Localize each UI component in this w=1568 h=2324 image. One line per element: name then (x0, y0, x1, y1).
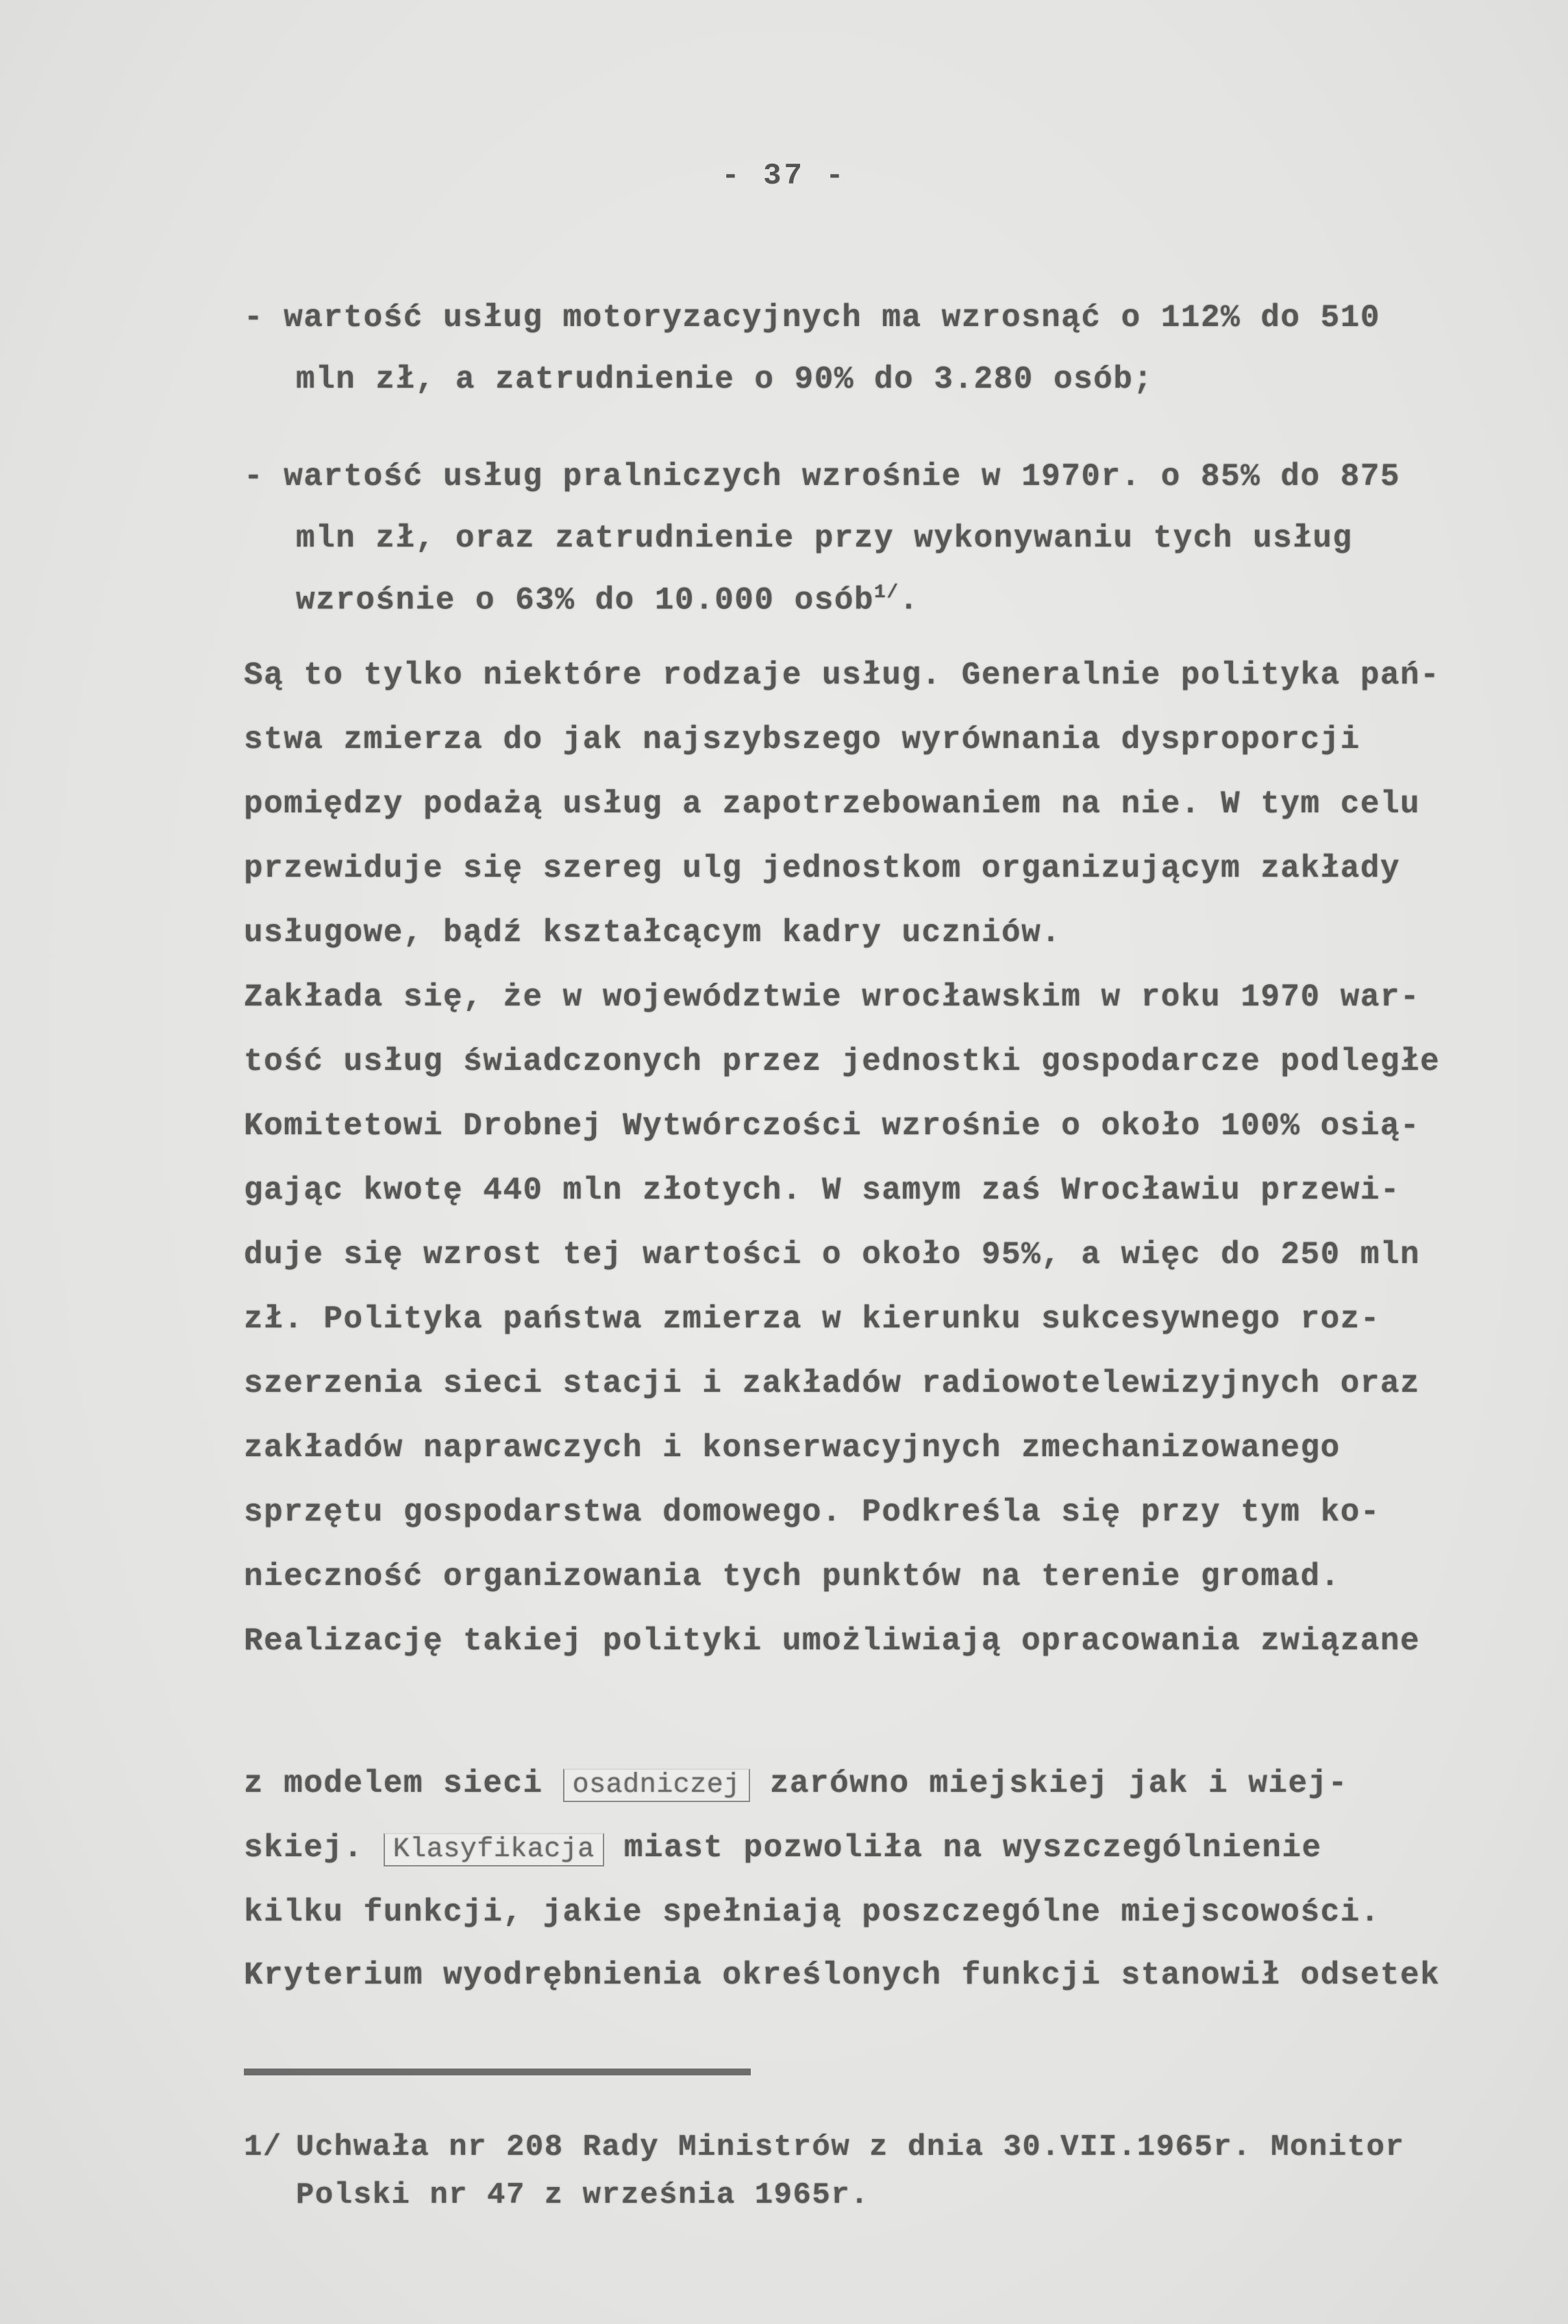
pasted-line-1-before: z modelem sieci (244, 1766, 563, 1801)
tail-line-2: Kryterium wyodrębnienia określonych funkcji stanowił odsetek (244, 1958, 1441, 1993)
pasted-line-2-after: miast pozwoliła na wyszczególnienie (603, 1830, 1322, 1866)
body-line: Komitetowi Drobnej Wytwórczości wzrośnie o około 100% osią- (244, 1108, 1421, 1144)
bullet-2-line-3: wzrośnie o 63% do 10.000 osób$^{1/}$. (296, 582, 919, 619)
bullet-1-line-1: - wartość usług motoryzacyjnych ma wzrosnąć o 112% do 510 (244, 300, 1380, 336)
pasted-line-2-before: skiej. (244, 1830, 384, 1866)
pasted-line-1-after: zarówno miejskiej jak i wiej- (749, 1766, 1348, 1801)
footnote-line-2: Polski nr 47 z września 1965r. (296, 2178, 870, 2212)
body-line: Zakłada się, że w województwie wrocławskim w roku 1970 war- (244, 979, 1421, 1015)
bullet-2-line-1: - wartość usług pralniczych wzrośnie w 1970r. o 85% do 875 (244, 459, 1401, 495)
pasted-line-2 (244, 1830, 1322, 1866)
body-line: pomiędzy podażą usług a zapotrzebowaniem na nie. W tym celu (244, 786, 1421, 822)
tail-line-1: kilku funkcji, jakie spełniają poszczególne miejscowości. (244, 1895, 1380, 1930)
page-number: - 37 - (721, 159, 847, 193)
body-line: sprzętu gospodarstwa domowego. Podkreśla się przy tym ko- (244, 1495, 1380, 1530)
pasted-correction-klasyfikacja: Klasyfikacja (384, 1833, 604, 1866)
bullet-2-line-3-text: wzrośnie o 63% do 10.000 osób (296, 582, 875, 619)
footnote-reference: 1/ (874, 582, 899, 603)
pasted-line-1 (244, 1766, 1348, 1802)
pasted-correction-osadniczej: osadniczej (563, 1769, 750, 1802)
bullet-2-line-2: mln zł, oraz zatrudnienie przy wykonywaniu tych usług (296, 521, 1353, 556)
footnote-line-1: Uchwała nr 208 Rady Ministrów z dnia 30.VII.1965r. Monitor (296, 2130, 1405, 2164)
body-line: duje się wzrost tej wartości o około 95%, a więc do 250 mln (244, 1237, 1421, 1273)
body-line: zakładów naprawczych i konserwacyjnych zmechanizowanego (244, 1430, 1341, 1466)
bullet-1-line-2: mln zł, a zatrudnienie o 90% do 3.280 osób; (296, 362, 1154, 397)
footnote-marker: 1/ (244, 2130, 282, 2164)
body-line: gając kwotę 440 mln złotych. W samym zaś Wrocławiu przewi- (244, 1173, 1401, 1208)
body-line: szerzenia sieci stacji i zakładów radiowotelewizyjnych oraz (244, 1366, 1421, 1401)
body-line: tość usług świadczonych przez jednostki gospodarcze podległe (244, 1044, 1441, 1079)
body-line: Są to tylko niektóre rodzaje usług. Generalnie polityka pań- (244, 658, 1441, 693)
body-line: zł. Polityka państwa zmierza w kierunku sukcesywnego roz- (244, 1301, 1380, 1337)
body-line: usługowe, bądź kształcącym kadry uczniów. (244, 915, 1062, 951)
footnote-separator (244, 2069, 751, 2075)
body-line: stwa zmierza do jak najszybszego wyrównania dysproporcji (244, 722, 1360, 758)
body-line: nieczność organizowania tych punktów na terenie gromad. (244, 1559, 1341, 1595)
body-line: przewiduje się szereg ulg jednostkom organizującym zakłady (244, 851, 1401, 886)
body-line: Realizację takiej polityki umożliwiają opracowania związane (244, 1623, 1421, 1659)
